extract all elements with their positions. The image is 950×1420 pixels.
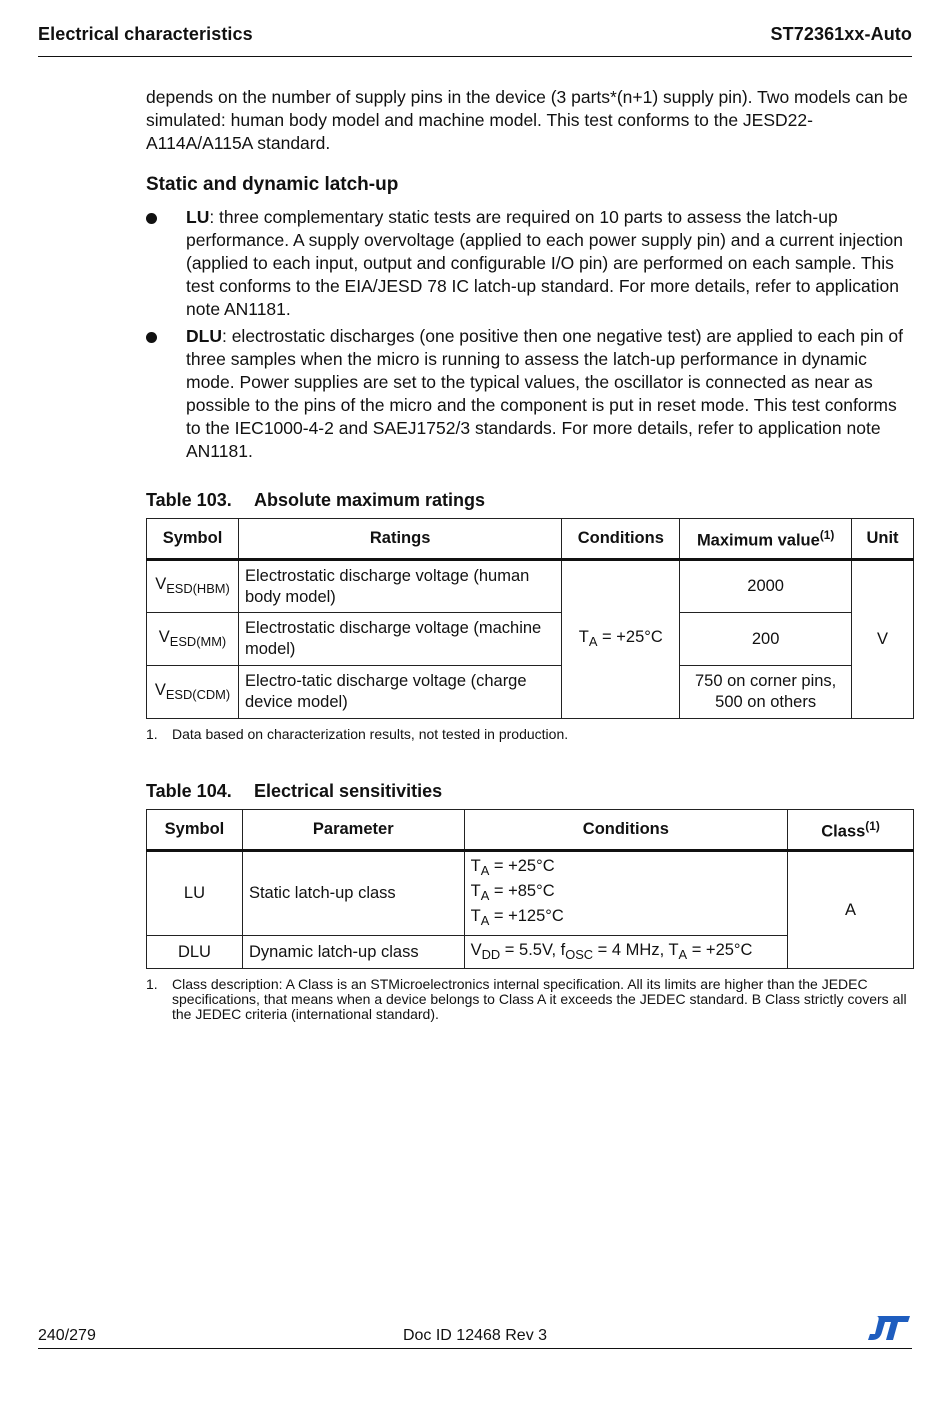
- table-row: [147, 560, 914, 613]
- header-product-name: ST72361xx-Auto: [770, 24, 912, 44]
- bullet-term: LU: [186, 207, 210, 227]
- cell-symbol: DLU: [147, 935, 243, 969]
- table-row: [147, 851, 914, 936]
- cell-max-value: 2000: [680, 560, 852, 613]
- cell-max-value: 750 on corner pins, 500 on others: [680, 666, 852, 719]
- page-number: 240/279: [38, 1327, 96, 1344]
- absolute-maximum-ratings-table: [146, 518, 914, 719]
- footnote-ref: (1): [865, 819, 880, 834]
- table-header-row: [147, 519, 914, 560]
- table-number: Table 104.: [146, 781, 232, 801]
- table-title: Electrical sensitivities: [254, 781, 443, 801]
- cell-symbol: $V_{ESD(CDM)}$: [147, 666, 239, 719]
- cell-max-value: 200: [680, 613, 852, 666]
- header-section-title: Electrical characteristics: [38, 24, 253, 44]
- bullet-term: DLU: [186, 326, 222, 346]
- bullet-text: : electrostatic discharges (one positive then one negative test) are applied to each pin of three samples when the micro is running to assess the latch-up performance in dynamic mode. Power supplies are set to the typical values, the oscillator is connected as near as possible to the pins of the micro and the component is put in reset mode. This test conforms to the IEC1000-4-2 and SAEJ1752/3 standards. For more details, refer to application note AN1181.: [186, 326, 903, 461]
- cell-unit: V: [852, 560, 914, 719]
- st-logo-icon: [868, 1314, 912, 1347]
- bullet-dlu: [146, 325, 914, 463]
- col-symbol: Symbol: [147, 519, 239, 560]
- intro-paragraph: depends on the number of supply pins in the device (3 parts*(n+1) supply pin). Two models can be simulated: human body model and machine model. This test conforms to the JESD22-A114A/A115A standard.: [146, 87, 908, 153]
- cell-parameter: Static latch-up class: [242, 851, 464, 936]
- table-row: [147, 666, 914, 719]
- bullet-text: : three complementary static tests are required on 10 parts to assess the latch-up performance. A supply overvoltage (applied to each power supply pin) and a current injection (applied to each input, output and configurable I/O pin) are performed on each sample. This test conforms to the EIA/JESD 78 IC latch-up standard. For more details, refer to application note AN1181.: [186, 207, 903, 319]
- cell-conditions: $T_A = +25^\circ C$ $T_A = +85^\circ C$ $T_A = +125^\circ C$: [464, 851, 787, 936]
- section-heading: Static and dynamic latch-up: [146, 174, 399, 195]
- col-conditions: Conditions: [562, 519, 680, 560]
- bullet-icon: [146, 332, 157, 343]
- col-unit: Unit: [852, 519, 914, 560]
- cell-rating: Electrostatic discharge voltage (machine model): [238, 613, 561, 666]
- col-ratings: Ratings: [238, 519, 561, 560]
- cell-class: A: [788, 851, 914, 969]
- table-103-footnote: 1. Data based on characterization results, not tested in production.: [146, 726, 569, 742]
- col-conditions: Conditions: [464, 810, 787, 851]
- table-104-footnote: 1. Class description: A Class is an STMicroelectronics internal specification. All its limits are higher than the JEDEC specifications, that means when a device belongs to Class A it exceeds the JEDEC standard. B Class strictly covers all the JEDEC criteria (international standard).: [146, 976, 907, 1023]
- footnote-ref: (1): [819, 528, 835, 543]
- page-content: [146, 86, 914, 1022]
- col-class: Class$^{(1)}$: [788, 810, 914, 851]
- cell-parameter: Dynamic latch-up class: [242, 935, 464, 969]
- bullet-lu: [146, 206, 914, 321]
- electrical-sensitivities-table: [146, 809, 914, 969]
- cell-symbol: $V_{ESD(HBM)}$: [147, 560, 239, 613]
- table-row: [147, 613, 914, 666]
- cell-rating: Electro-tatic discharge voltage (charge device model): [238, 666, 561, 719]
- col-max-value: Maximum value$^{(1)}$: [680, 519, 852, 560]
- page-footer: [38, 1322, 912, 1349]
- page-header: [38, 24, 912, 57]
- col-symbol: Symbol: [147, 810, 243, 851]
- table-title: Absolute maximum ratings: [254, 490, 486, 510]
- table-header-row: [147, 810, 914, 851]
- table-number: Table 103.: [146, 490, 232, 510]
- doc-id: Doc ID 12468 Rev 3: [402, 1327, 548, 1344]
- bullet-icon: [146, 213, 157, 224]
- cell-symbol: LU: [147, 851, 243, 936]
- cell-conditions: $V_{DD} = 5.5V$, $f_{OSC} = 4$ MHz, $T_A = +25^\circ C$: [464, 935, 787, 969]
- latchup-bullet-list: [146, 206, 914, 463]
- table-104-caption: [146, 780, 914, 803]
- table-103-caption: [146, 489, 914, 512]
- cell-conditions: $T_A = +25^\circ C$: [562, 560, 680, 719]
- col-parameter: Parameter: [242, 810, 464, 851]
- cell-rating: Electrostatic discharge voltage (human body model): [238, 560, 561, 613]
- cell-symbol: $V_{ESD(MM)}$: [147, 613, 239, 666]
